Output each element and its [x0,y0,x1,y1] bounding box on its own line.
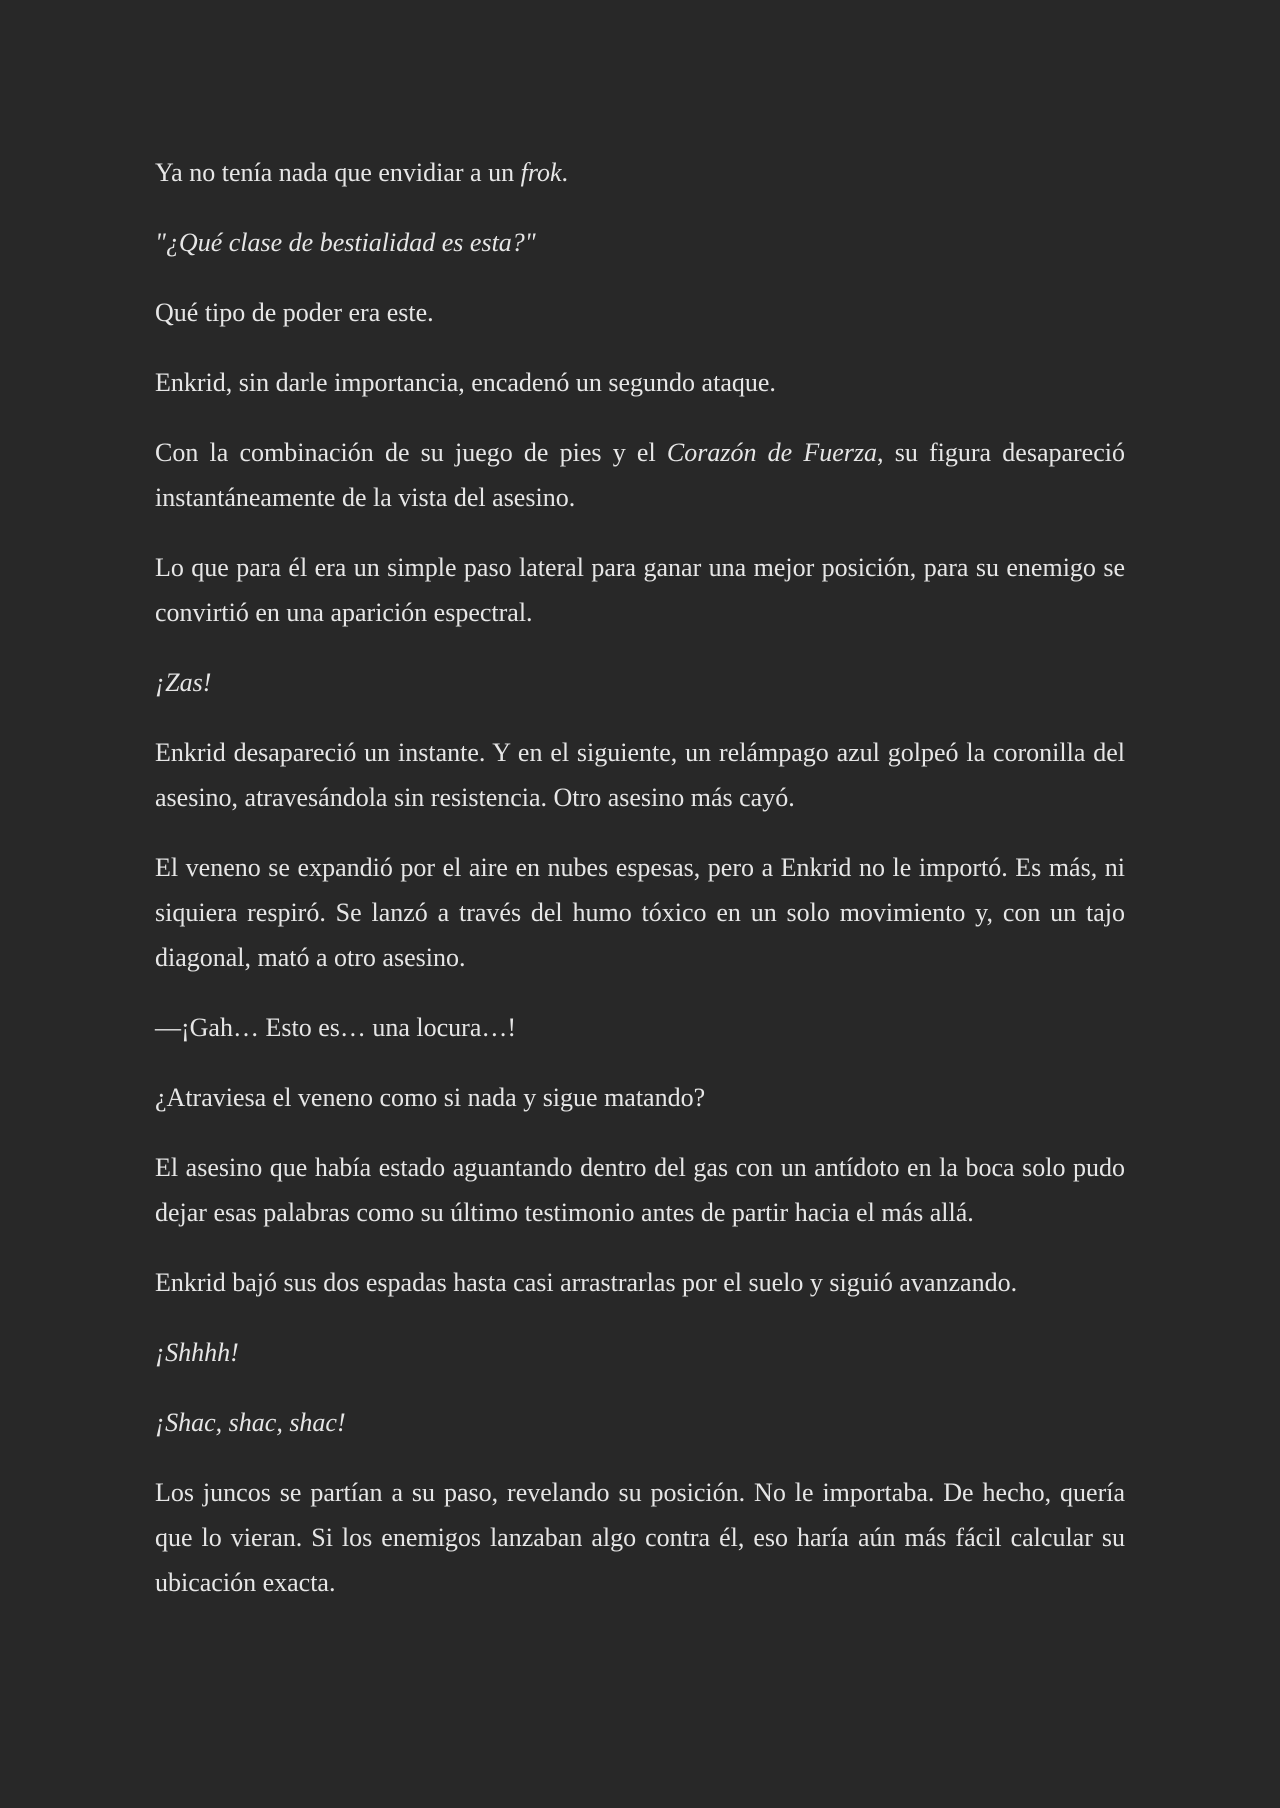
paragraph [155,660,1125,705]
paragraph-text: Ya no tenía nada que envidiar a un [155,158,521,187]
paragraph [155,545,1125,635]
emphasis-text: Corazón de Fuerza [666,438,878,467]
paragraph-text: Enkrid, sin darle importancia, encadenó un segundo ataque. [155,368,776,397]
paragraph-text: Los juncos se partían a su paso, revelando su posición. No le importaba. De hecho, quería que lo vieran. Si los enemigos lanzaban algo contra él, eso haría aún más fácil calcular su ubicación exacta. [155,1478,1125,1597]
paragraph [155,1260,1125,1305]
paragraph [155,1005,1125,1050]
paragraph [155,845,1125,980]
paragraph [155,1145,1125,1235]
paragraph [155,360,1125,405]
paragraph [155,220,1125,265]
paragraph-text: El asesino que había estado aguantando dentro del gas con un antídoto en la boca solo pudo dejar esas palabras como su último testimonio antes de partir hacia el más allá. [155,1153,1125,1227]
emphasis-text: ¡Zas! [155,668,212,697]
chapter-text [155,150,1125,1605]
paragraph [155,730,1125,820]
paragraph [155,1400,1125,1445]
paragraph [155,1470,1125,1605]
emphasis-text: ¡Shac, shac, shac! [155,1408,346,1437]
paragraph-text: , su figura desapareció instantáneamente de la vista del asesino. [155,438,1125,512]
paragraph [155,1330,1125,1375]
emphasis-text: "¿Qué clase de bestialidad es esta?" [155,228,536,257]
paragraph [155,290,1125,335]
emphasis-text: ¡Shhhh! [155,1338,239,1367]
paragraph-text: Lo que para él era un simple paso lateral para ganar una mejor posición, para su enemigo se convirtió en una aparición espectral. [155,553,1125,627]
paragraph-text: El veneno se expandió por el aire en nubes espesas, pero a Enkrid no le importó. Es más, ni siquiera respiró. Se lanzó a través del humo tóxico en un solo movimiento y, con un tajo diagonal, mató a otro asesino. [155,853,1125,972]
paragraph [155,1075,1125,1120]
paragraph [155,430,1125,520]
paragraph-text: Enkrid desapareció un instante. Y en el siguiente, un relámpago azul golpeó la coronilla del asesino, atravesándola sin resistencia. Otro asesino más cayó. [155,738,1125,812]
paragraph-text: . [561,158,569,187]
paragraph-text: Con la combinación de su juego de pies y el [155,438,667,467]
emphasis-text: frok [520,158,562,187]
paragraph-text: —¡Gah… Esto es… una locura…! [155,1013,517,1042]
paragraph-text: Qué tipo de poder era este. [155,298,434,327]
paragraph-text: Enkrid bajó sus dos espadas hasta casi arrastrarlas por el suelo y siguió avanzando. [155,1268,1018,1297]
paragraph [155,150,1125,195]
paragraph-text: ¿Atraviesa el veneno como si nada y sigue matando? [155,1083,706,1112]
